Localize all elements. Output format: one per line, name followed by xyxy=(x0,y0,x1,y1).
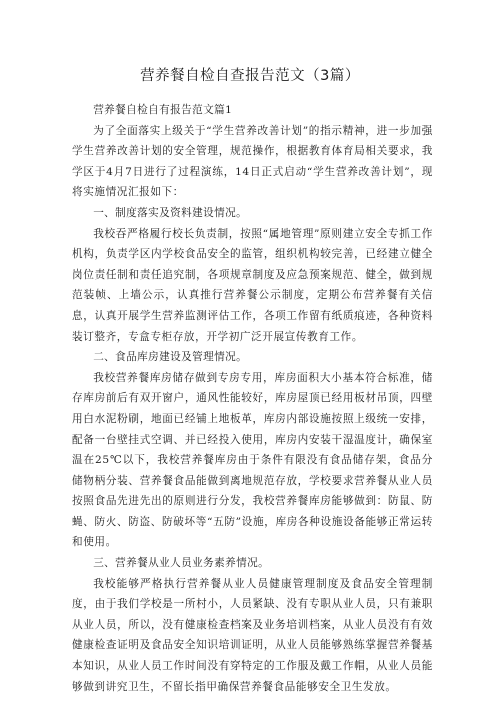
body-paragraph: 为了全面落实上级关于“学生营养改善计划”的指示精神，进一步加强学生营养改善计划的安全管理，规范操作，根据教育体育局相关要求，我学区于4月7日进行了过程演练，14日正式启动“学生营养改善计划”，现将实施情况汇报如下： xyxy=(72,124,433,199)
document-subtitle: 营养餐自检自有报告范文篇1 xyxy=(93,104,233,116)
section-heading: 二、食品库房建设及管理情况。 xyxy=(93,351,248,364)
section-heading: 三、营养餐从业人员业务素养情况。 xyxy=(93,557,270,570)
document-title: 营养餐自检自查报告范文（3篇） xyxy=(140,68,360,84)
section-heading: 一、制度落实及资料建设情况。 xyxy=(93,206,248,219)
body-paragraph: 我校营养餐库房储存做到专房专用，库房面积大小基本符合标准，储存库房前后有双开窗户，通风性能较好，库房屋顶已经用板材吊顶，四壁用白水泥粉刷，地面已经铺上地板革，库房内部设施按照上级统一安排，配备一台壁挂式空调、并已经投入使用，库房内安装干湿温度计，确保室温在25℃以下，我校营养餐库房由于条件有限没有食品储存架，食品分储物柄分装、营养餐食品能做到离地规范存放，学校要求营养餐从业人员按照食品先进先出的原则进行分发，我校营养餐库房能够做到：防鼠、防蝇、防火、防盗、防破坏等“五防”设施，库房各种设施设备能够正常运转和使用。 xyxy=(72,371,433,549)
body-paragraph: 我校吞严格履行校长负责制，按照“属地管理”原则建立安全专抓工作机构，负责学区内学校食品安全的监管，组织机构较完善，已经建立健全岗位责任制和责任追究制，各项规章制度及应急预案规范、健全，做到规范装帧、上墙公示，认真推行营养餐公示制度，定期公布营养餐有关信息，认真开展学生营养监测评估工作，各项工作留有纸质痕迹，各种资料装订整齐，专盒专柜存放，开学初广泛开展宣传教育工作。 xyxy=(72,227,433,343)
document-body xyxy=(72,100,433,697)
body-paragraph: 我校能够严格执行营养餐从业人员健康管理制度及食品安全管理制度，由于我们学校是一所村小，人员紧缺、没有专职从业人员，只有兼职从业人员，所以，没有健康检查档案及业务培训档案，从业人员没有有效健康检查证明及食品安全知识培训证明，从业人员能够熟练掌握营养餐基本知识，从业人员工作时间没有穿特定的工作服及戴工作帽，从业人员能够做到讲究卫生，不留长指甲确保营养餐食品能够安全卫生发放。 xyxy=(72,577,433,693)
